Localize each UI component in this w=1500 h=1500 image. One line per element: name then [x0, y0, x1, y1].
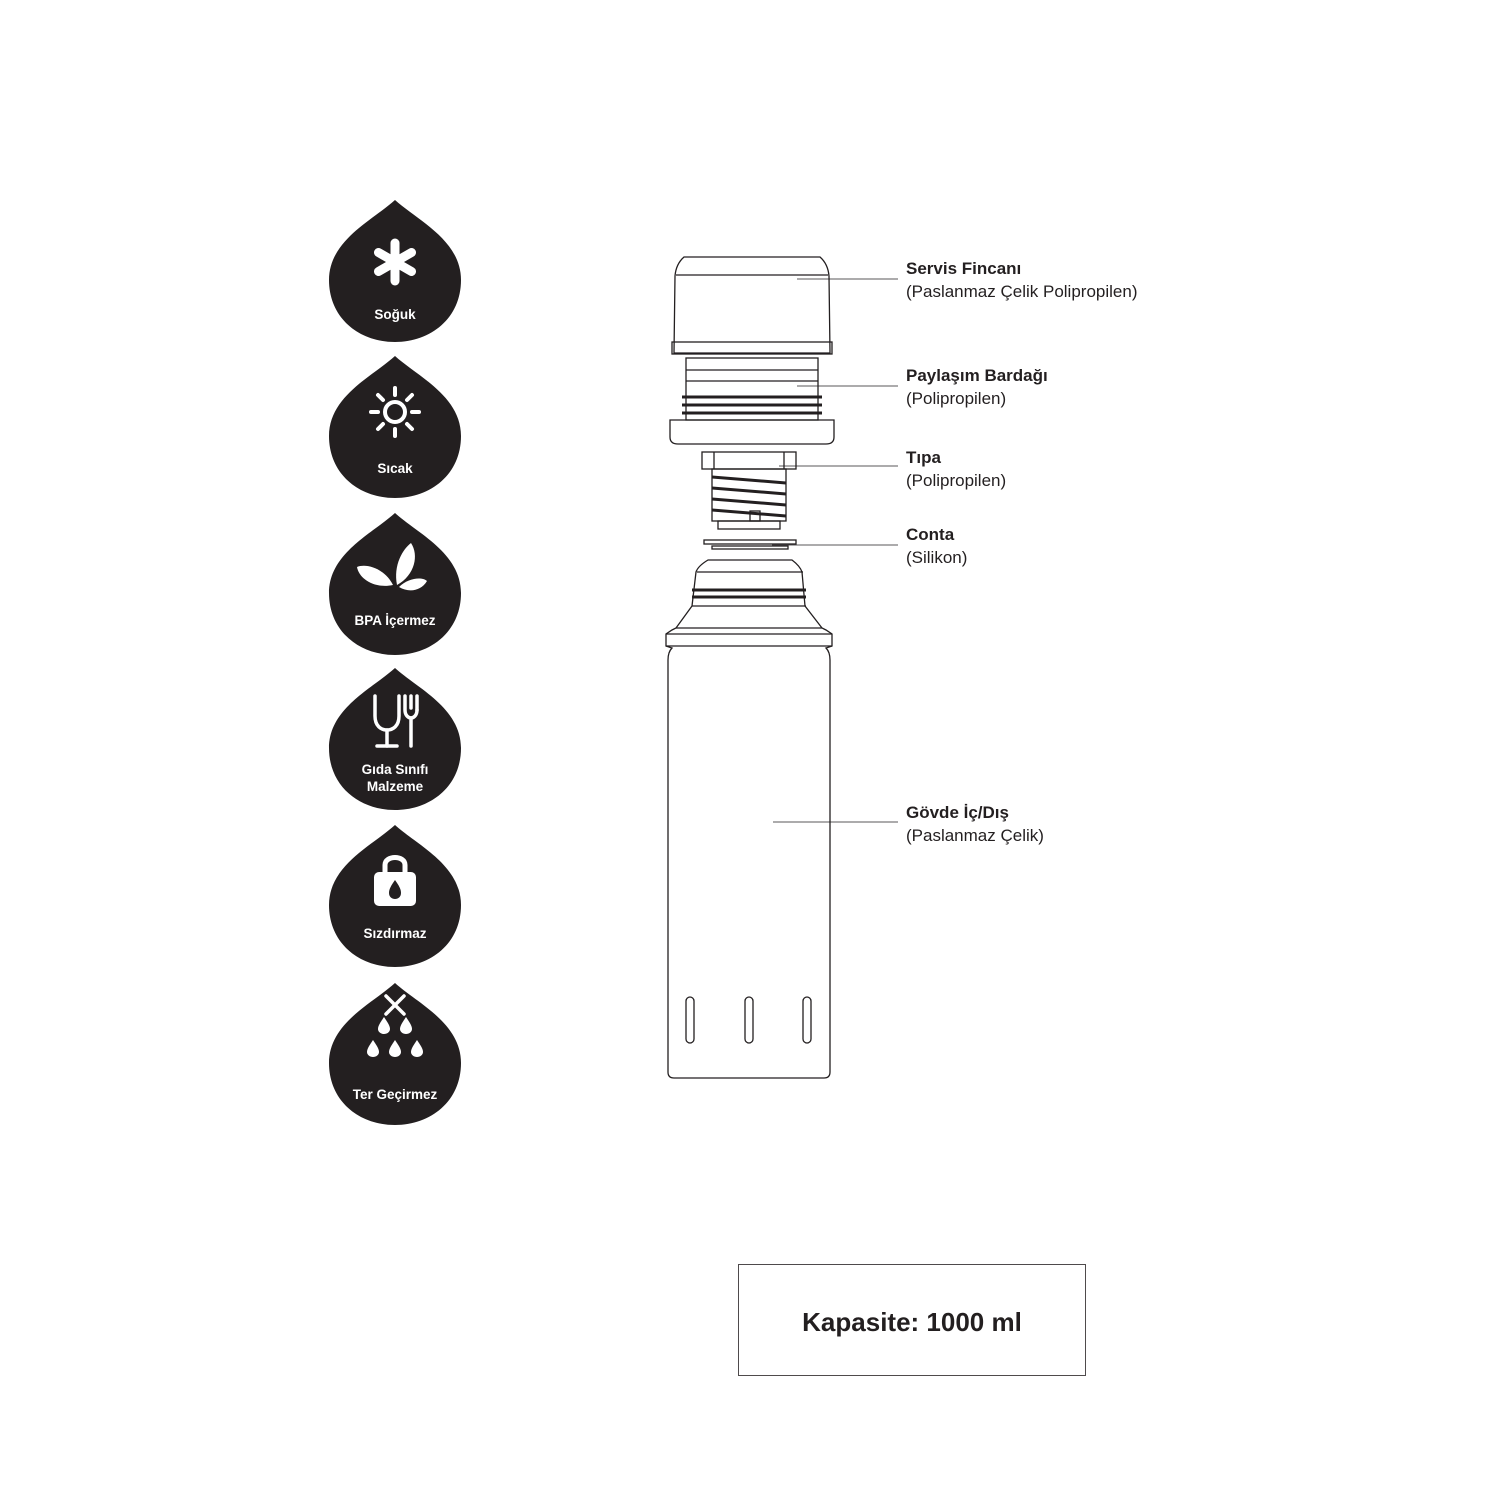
- part-name: Paylaşım Bardağı: [906, 366, 1048, 385]
- capacity-box: [739, 1265, 1086, 1376]
- feature-label: BPA İçermez: [354, 613, 436, 628]
- feature-badges: [329, 200, 461, 1125]
- serving-cup-drawing: [672, 257, 832, 354]
- feature-label-line2: Malzeme: [366, 779, 424, 794]
- body-drawing: [666, 560, 832, 1078]
- part-material: (Polipropilen): [906, 471, 1007, 490]
- feature-badge-bpa-free: [329, 513, 461, 655]
- part-material: (Silikon): [906, 548, 968, 567]
- feature-label: Sızdırmaz: [363, 926, 427, 941]
- feature-badge-cold: [329, 200, 461, 342]
- feature-badge-food-grade: [329, 668, 461, 810]
- gasket-drawing: [704, 540, 796, 549]
- part-name: Tıpa: [906, 448, 941, 467]
- part-labels: [906, 259, 1137, 845]
- feature-badge-leak-proof: [329, 825, 461, 967]
- part-name: Servis Fincanı: [906, 259, 1022, 278]
- feature-badge-sweat-proof: [329, 983, 461, 1125]
- part-name: Gövde İç/Dış: [906, 803, 1009, 822]
- sharing-cup-drawing: [670, 358, 834, 444]
- feature-badge-hot: [329, 356, 461, 498]
- feature-label: Sıcak: [377, 461, 413, 476]
- part-material: (Paslanmaz Çelik Polipropilen): [906, 282, 1138, 301]
- stopper-drawing: [702, 452, 796, 529]
- part-material: (Polipropilen): [906, 389, 1007, 408]
- feature-label: Soğuk: [374, 307, 416, 322]
- capacity-text: Kapasite: 1000 ml: [802, 1307, 1022, 1337]
- feature-label: Ter Geçirmez: [352, 1087, 438, 1102]
- bottle-exploded-view: [666, 257, 898, 1078]
- part-name: Conta: [906, 525, 955, 544]
- feature-label-line1: Gıda Sınıfı: [361, 762, 429, 777]
- part-material: (Paslanmaz Çelik): [906, 826, 1044, 845]
